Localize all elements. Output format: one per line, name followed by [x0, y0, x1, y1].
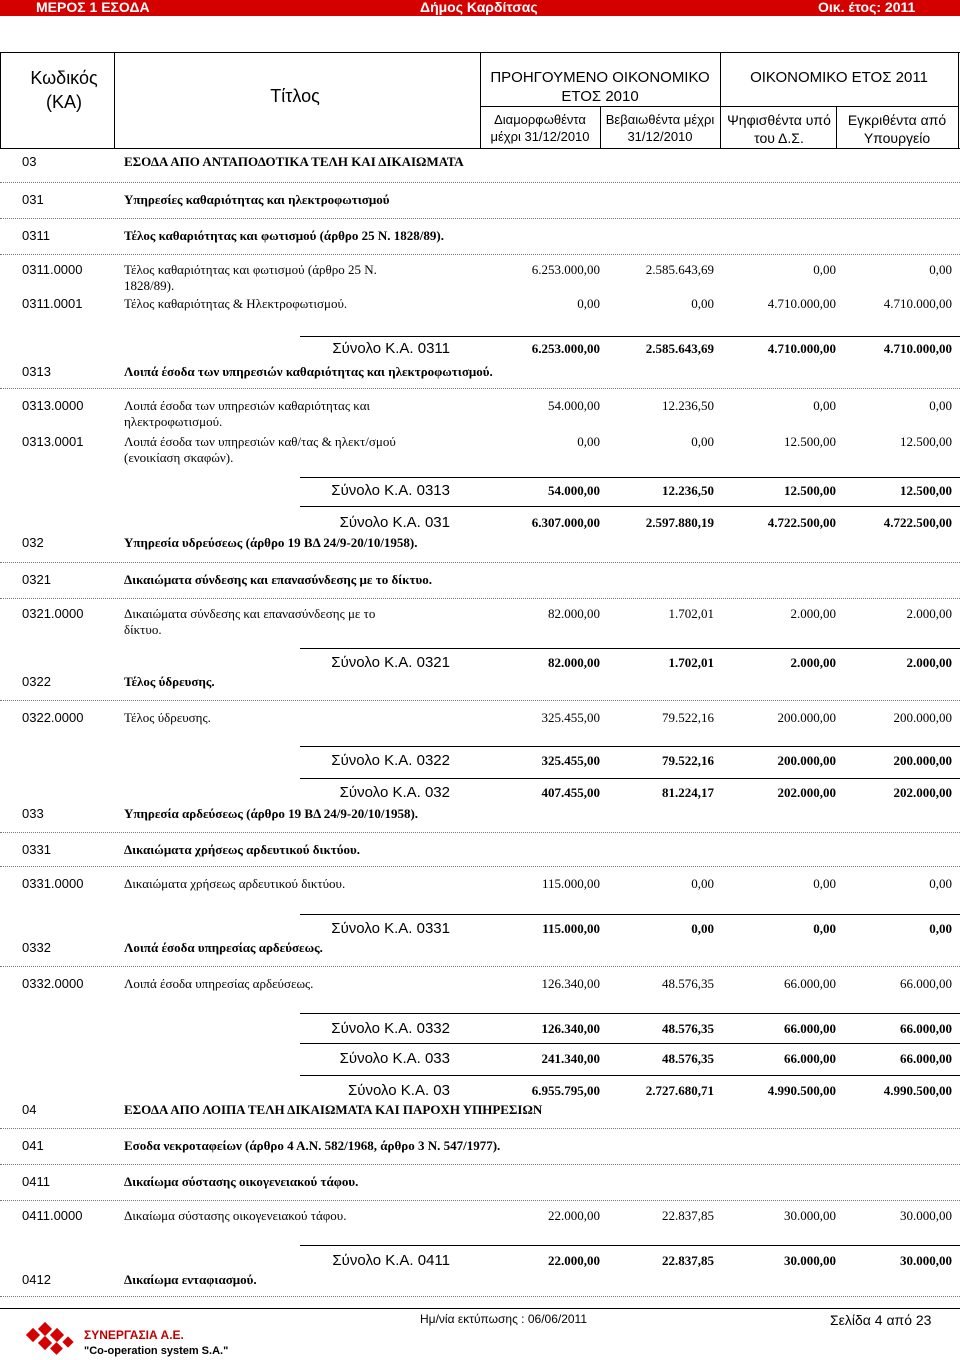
group-code: 0332 [22, 940, 51, 955]
total-amount: 200.000,00 [777, 753, 836, 768]
item-code: 0311.0001 [22, 296, 83, 311]
amount-cell: 0,00 [577, 296, 600, 311]
header-divider-1 [114, 52, 115, 148]
total-amount: 4.722.500,00 [883, 515, 952, 530]
group-title: Εσοδα νεκροταφείων (άρθρο 4 Α.Ν. 582/1968, άρθρο 3 Ν. 547/1977). [124, 1138, 501, 1153]
total-label: Σύνολο Κ.Α. 033 [339, 1050, 450, 1067]
amount-cell: 2.000,00 [906, 606, 952, 621]
total-amount: 66.000,00 [900, 1021, 952, 1036]
row-separator [0, 866, 960, 867]
item-code: 0322.0000 [22, 710, 84, 725]
total-rule [300, 506, 960, 507]
group-title: ΕΣΟΔΑ ΑΠΟ ΑΝΤΑΠΟΔΟΤΙΚΑ ΤΕΛΗ ΚΑΙ ΔΙΚΑΙΩΜΑΤΑ [124, 154, 464, 169]
group-code: 0411 [22, 1174, 50, 1189]
total-amount: 54.000,00 [548, 483, 600, 498]
total-amount: 30.000,00 [784, 1253, 836, 1268]
total-rule [300, 1013, 960, 1014]
group-title: Δικαιώματα χρήσεως αρδευτικού δικτύου. [124, 842, 360, 857]
amount-cell: 200.000,00 [777, 710, 836, 725]
total-amount: 4.990.500,00 [883, 1083, 952, 1098]
total-label: Σύνολο Κ.Α. 0331 [331, 920, 450, 937]
amount-cell: 12.500,00 [900, 434, 952, 449]
total-amount: 407.455,00 [541, 785, 600, 800]
group-code: 0311 [22, 228, 50, 243]
group-code: 033 [22, 806, 44, 821]
group-title: Τέλος ύδρευσης. [124, 674, 215, 689]
total-label: Σύνολο Κ.Α. 0332 [331, 1020, 450, 1037]
group-code: 0331 [22, 842, 51, 857]
row-separator [0, 598, 960, 599]
total-amount: 48.576,35 [662, 1051, 714, 1066]
amount-cell: 66.000,00 [900, 976, 952, 991]
row-separator [0, 388, 960, 389]
item-title: Τέλος ύδρευσης. [124, 710, 211, 725]
group-title: Λοιπά έσοδα υπηρεσίας αρδεύσεως. [124, 940, 323, 955]
total-rule [300, 914, 960, 915]
amount-cell: 22.000,00 [548, 1208, 600, 1223]
total-amount: 6.307.000,00 [531, 515, 600, 530]
row-separator [0, 1128, 960, 1129]
total-amount: 202.000,00 [893, 785, 952, 800]
group-code: 031 [22, 192, 44, 207]
top-bar [0, 0, 960, 16]
item-title: Δικαίωμα σύστασης οικογενειακού τάφου. [124, 1208, 347, 1223]
total-rule [300, 648, 960, 649]
company-subtitle: "Co-operation system S.A." [84, 1345, 229, 1357]
total-label: Σύνολο Κ.Α. 032 [339, 784, 450, 801]
total-amount: 12.500,00 [784, 483, 836, 498]
group-title: Δικαίωμα σύστασης οικογενειακού τάφου. [124, 1174, 359, 1189]
amount-cell: 0,00 [813, 398, 836, 413]
amount-cell: 0,00 [691, 296, 714, 311]
item-title: Λοιπά έσοδα των υπηρεσιών καθ/τας & ηλεκτ/σμού (ενοικίαση σκαφών). [124, 434, 396, 465]
total-label: Σύνολο Κ.Α. 0311 [332, 340, 450, 357]
amount-cell: 0,00 [577, 434, 600, 449]
group-code: 0412 [22, 1272, 51, 1287]
amount-cell: 0,00 [813, 262, 836, 277]
total-amount: 2.000,00 [790, 655, 836, 670]
item-title: Τέλος καθαριότητας και φωτισμού (άρθρο 25 Ν. 1828/89). [124, 262, 377, 293]
header-rule-middle [480, 106, 958, 107]
total-amount: 4.710.000,00 [767, 341, 836, 356]
amount-cell: 0,00 [929, 262, 952, 277]
header-prev-confirmed: Βεβαιωθέντα μέχρι 31/12/2010 [605, 112, 715, 144]
group-code: 0322 [22, 674, 51, 689]
group-code: 04 [22, 1102, 37, 1117]
header-border-right [958, 52, 959, 148]
total-amount: 48.576,35 [662, 1021, 714, 1036]
group-code: 0321 [22, 572, 51, 587]
total-amount: 0,00 [691, 921, 714, 936]
total-rule [300, 1075, 960, 1076]
total-rule [300, 1245, 960, 1246]
amount-cell: 82.000,00 [548, 606, 600, 621]
total-amount: 2.727.680,71 [645, 1083, 714, 1098]
total-rule [300, 477, 960, 478]
header-title: Τίτλος [270, 86, 320, 106]
total-label: Σύνολο Κ.Α. 0411 [332, 1252, 450, 1269]
total-label: Σύνολο Κ.Α. 0322 [331, 752, 450, 769]
amount-cell: 54.000,00 [548, 398, 600, 413]
group-title: Υπηρεσία αρδεύσεως (άρθρο 19 ΒΔ 24/9-20/10/1958). [124, 806, 419, 821]
total-rule [300, 778, 960, 779]
total-rule [300, 746, 960, 747]
total-rule [300, 336, 960, 337]
row-separator [0, 218, 960, 219]
total-amount: 2.000,00 [906, 655, 952, 670]
total-amount: 241.340,00 [541, 1051, 600, 1066]
municipality-name: Δήμος Καρδίτσας [420, 0, 538, 15]
item-title: Δικαιώματα σύνδεσης και επανασύνδεσης με το δίκτυο. [124, 606, 376, 637]
row-separator [0, 1296, 960, 1297]
header-code: Κωδικός (ΚΑ) [30, 68, 98, 112]
total-amount: 6.955.795,00 [531, 1083, 600, 1098]
total-amount: 22.837,85 [662, 1253, 714, 1268]
group-title: Λοιπά έσοδα των υπηρεσιών καθαριότητας και ηλεκτροφωτισμού. [124, 364, 493, 379]
total-amount: 115.000,00 [542, 921, 600, 936]
total-amount: 30.000,00 [900, 1253, 952, 1268]
amount-cell: 0,00 [691, 434, 714, 449]
row-separator [0, 1164, 960, 1165]
row-separator [0, 562, 960, 563]
total-amount: 0,00 [929, 921, 952, 936]
item-title: Τέλος καθαριότητας & Ηλεκτροφωτισμού. [124, 296, 348, 311]
total-amount: 66.000,00 [784, 1021, 836, 1036]
amount-cell: 30.000,00 [900, 1208, 952, 1223]
total-amount: 126.340,00 [541, 1021, 600, 1036]
total-label: Σύνολο Κ.Α. 0313 [331, 482, 450, 499]
company-name: ΣΥΝΕΡΓΑΣΙΑ Α.Ε. [84, 1328, 184, 1342]
total-amount: 79.522,16 [662, 753, 714, 768]
row-separator [0, 1200, 960, 1201]
amount-cell: 30.000,00 [784, 1208, 836, 1223]
company-logo-icon [18, 1318, 82, 1358]
total-label: Σύνολο Κ.Α. 031 [339, 514, 450, 531]
item-title: Λοιπά έσοδα υπηρεσίας αρδεύσεως. [124, 976, 314, 991]
amount-cell: 0,00 [929, 398, 952, 413]
amount-cell: 2.585.643,69 [645, 262, 714, 277]
amount-cell: 4.710.000,00 [883, 296, 952, 311]
footer-rule [0, 1308, 960, 1309]
total-label: Σύνολο Κ.Α. 03 [347, 1082, 450, 1099]
total-amount: 22.000,00 [548, 1253, 600, 1268]
item-code: 0311.0000 [22, 262, 83, 277]
row-separator [0, 832, 960, 833]
total-label: Σύνολο Κ.Α. 0321 [331, 654, 450, 671]
header-border-left [0, 52, 1, 148]
total-amount: 66.000,00 [900, 1051, 952, 1066]
amount-cell: 1.702,01 [668, 606, 714, 621]
item-code: 0411.0000 [22, 1208, 83, 1223]
total-amount: 1.702,01 [668, 655, 714, 670]
item-code: 0332.0000 [22, 976, 84, 991]
header-divider-2 [480, 52, 481, 148]
amount-cell: 2.000,00 [790, 606, 836, 621]
total-amount: 202.000,00 [777, 785, 836, 800]
page-number: Σελίδα 4 από 23 [830, 1312, 932, 1328]
amount-cell: 126.340,00 [541, 976, 600, 991]
header-prev-formed: Διαμορφωθέντα μέχρι 31/12/2010 [490, 112, 590, 144]
total-rule [300, 1043, 960, 1044]
group-code: 03 [22, 154, 37, 169]
total-amount: 4.710.000,00 [883, 341, 952, 356]
row-separator [0, 700, 960, 701]
group-code: 0313 [22, 364, 51, 379]
header-divider-3 [600, 106, 601, 148]
header-curr-approved: Εγκριθέντα από Υπουργείο [847, 112, 947, 146]
header-rule-bottom [0, 148, 960, 149]
amount-cell: 6.253.000,00 [531, 262, 600, 277]
total-amount: 4.722.500,00 [767, 515, 836, 530]
header-curr-voted: Ψηφισθέντα υπό του Δ.Σ. [727, 112, 831, 146]
total-amount: 12.500,00 [900, 483, 952, 498]
item-code: 0321.0000 [22, 606, 84, 621]
total-amount: 2.585.643,69 [645, 341, 714, 356]
total-amount: 200.000,00 [893, 753, 952, 768]
header-prev-year: ΠΡΟΗΓΟΥΜΕΝΟ ΟΙΚΟΝΟΜΙΚΟ ΕΤΟΣ 2010 [490, 69, 710, 105]
total-amount: 0,00 [813, 921, 836, 936]
amount-cell: 115.000,00 [541, 876, 600, 891]
amount-cell: 325.455,00 [541, 710, 600, 725]
amount-cell: 12.236,50 [662, 398, 714, 413]
group-title: Υπηρεσία υδρεύσεως (άρθρο 19 ΒΔ 24/9-20/10/1958). [124, 535, 418, 550]
total-amount: 66.000,00 [784, 1051, 836, 1066]
total-amount: 81.224,17 [662, 785, 714, 800]
amount-cell: 79.522,16 [662, 710, 714, 725]
header-curr-year: ΟΙΚΟΝΟΜΙΚΟ ΕΤΟΣ 2011 [750, 69, 928, 86]
group-title: Τέλος καθαριότητας και φωτισμού (άρθρο 25 Ν. 1828/89). [124, 228, 444, 243]
total-amount: 4.990.500,00 [767, 1083, 836, 1098]
amount-cell: 48.576,35 [662, 976, 714, 991]
total-amount: 2.597.880,19 [645, 515, 714, 530]
item-code: 0313.0001 [22, 434, 84, 449]
item-title: Λοιπά έσοδα των υπηρεσιών καθαριότητας και ηλεκτροφωτισμού. [124, 398, 371, 429]
total-amount: 12.236,50 [662, 483, 714, 498]
header-divider-4 [720, 52, 721, 148]
row-separator [0, 254, 960, 255]
group-title: Δικαίωμα ενταφιασμού. [124, 1272, 257, 1287]
total-amount: 6.253.000,00 [531, 341, 600, 356]
group-title: ΕΣΟΔΑ ΑΠΟ ΛΟΙΠΑ ΤΕΛΗ ΔΙΚΑΙΩΜΑΤΑ ΚΑΙ ΠΑΡΟΧΗ ΥΠΗΡΕΣΙΩΝ [124, 1102, 543, 1117]
amount-cell: 12.500,00 [784, 434, 836, 449]
amount-cell: 200.000,00 [893, 710, 952, 725]
print-date: Ημ/νία εκτύπωσης : 06/06/2011 [420, 1312, 588, 1326]
group-title: Υπηρεσίες καθαριότητας και ηλεκτροφωτισμού [124, 192, 390, 207]
amount-cell: 66.000,00 [784, 976, 836, 991]
total-amount: 82.000,00 [548, 655, 600, 670]
group-code: 041 [22, 1138, 44, 1153]
total-amount: 325.455,00 [541, 753, 600, 768]
amount-cell: 22.837,85 [662, 1208, 714, 1223]
fiscal-year: Οικ. έτος: 2011 [818, 0, 916, 15]
part-label: ΜΕΡΟΣ 1 ΕΣΟΔΑ [36, 0, 150, 15]
item-code: 0313.0000 [22, 398, 84, 413]
group-title: Δικαιώματα σύνδεσης και επανασύνδεσης με το δίκτυο. [124, 572, 432, 587]
item-code: 0331.0000 [22, 876, 84, 891]
amount-cell: 4.710.000,00 [767, 296, 836, 311]
amount-cell: 0,00 [813, 876, 836, 891]
group-code: 032 [22, 535, 44, 550]
header-divider-5 [836, 106, 837, 148]
item-title: Δικαιώματα χρήσεως αρδευτικού δικτύου. [124, 876, 346, 891]
row-separator [0, 182, 960, 183]
amount-cell: 0,00 [691, 876, 714, 891]
row-separator [0, 966, 960, 967]
amount-cell: 0,00 [929, 876, 952, 891]
